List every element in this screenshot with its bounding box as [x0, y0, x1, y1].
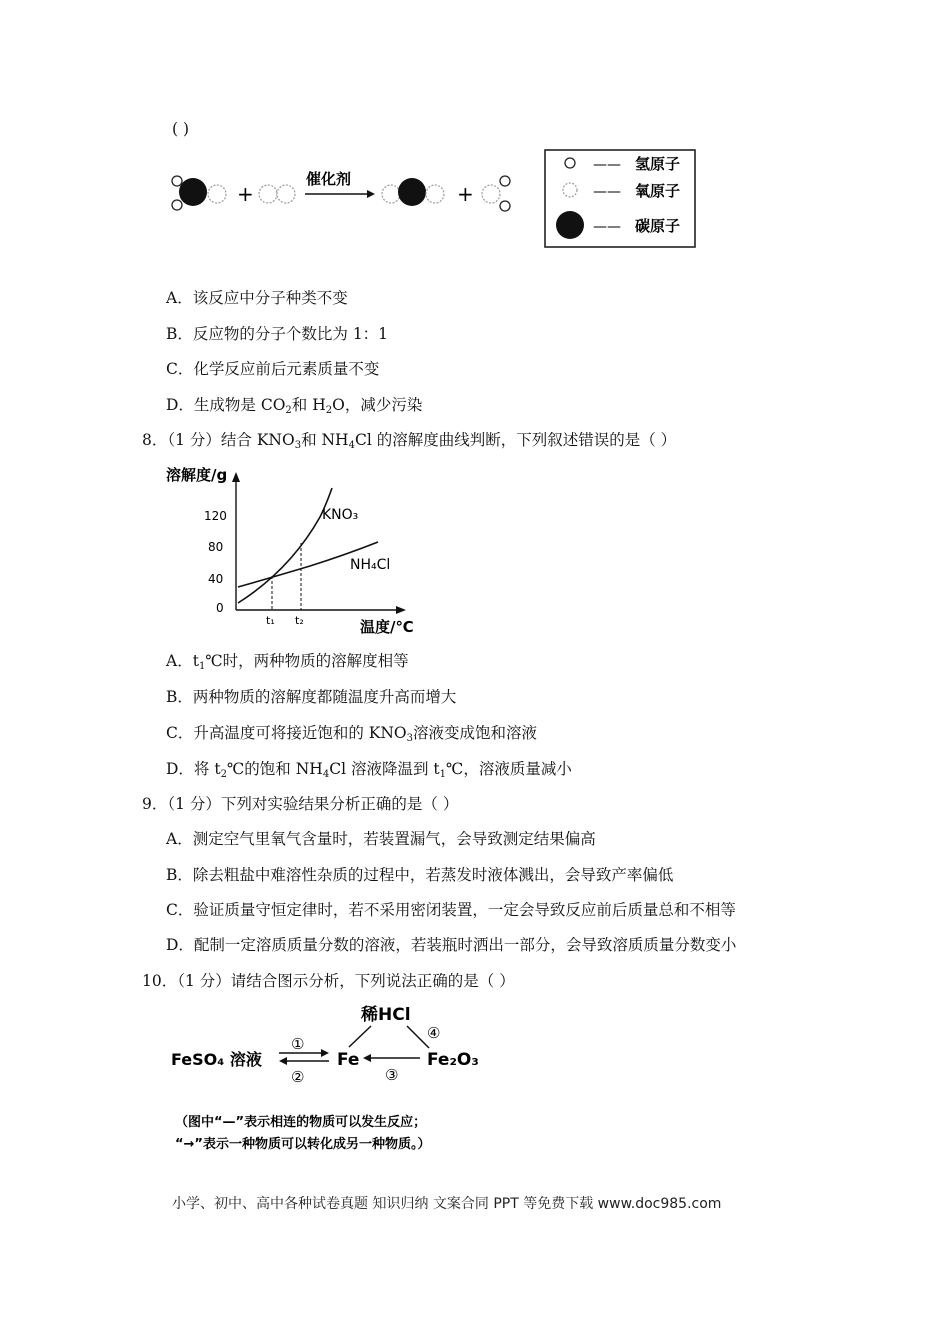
- oxygen-atom: [382, 185, 400, 203]
- x-tick-t1: t₁: [266, 614, 275, 627]
- legend-oxygen: 氧原子: [635, 182, 681, 200]
- kno3-curve: [238, 488, 332, 603]
- oxygen-atom: [208, 185, 226, 203]
- fe2o3-hcl-line: [407, 1026, 429, 1048]
- q8-option-d: D．将 $t_2℃$的饱和 $NH_4Cl$ 溶液降温到 $t_1℃$，溶液质量减小: [166, 760, 572, 780]
- oxygen-atom: [277, 185, 295, 203]
- oxygen-atom: [259, 185, 277, 203]
- iron-conversion-diagram: [165, 998, 495, 1162]
- q7-option-b: B．反应物的分子个数比为 1：1: [166, 325, 389, 343]
- q9-option-c: C．验证质量守恒定律时，若不采用密闭装置，一定会导致反应前后质量总和不相等: [166, 901, 736, 919]
- y-tick-40: 40: [208, 572, 224, 586]
- q9-option-a: A．测定空气里氧气含量时，若装置漏气，会导致测定结果偏高: [166, 830, 596, 848]
- plus-sign: +: [237, 182, 254, 206]
- node-fe2o3: Fe₂O₃: [427, 1050, 479, 1070]
- y-tick-120: 120: [204, 509, 227, 523]
- label-1: ①: [291, 1035, 305, 1053]
- q8-option-a: A．$t_1℃$时，两种物质的溶解度相等: [166, 652, 409, 672]
- node-feso4: FeSO₄ 溶液: [171, 1050, 262, 1069]
- series-label-kno3: KNO₃: [322, 507, 359, 523]
- svg-text:——: ——: [593, 157, 621, 173]
- q7-option-c: C．化学反应前后元素质量不变: [166, 360, 380, 378]
- solubility-chart: [160, 460, 430, 639]
- label-4: ④: [427, 1024, 441, 1042]
- legend-carbon: 碳原子: [635, 217, 681, 235]
- node-dilute-hcl: 稀HCl: [361, 1005, 411, 1025]
- label-2: ②: [291, 1068, 305, 1086]
- hydrogen-atom: [500, 176, 510, 186]
- hydrogen-atom: [172, 176, 182, 186]
- reaction-diagram: [165, 148, 705, 257]
- q8-option-b: B．两种物质的溶解度都随温度升高而增大: [166, 688, 457, 706]
- y-tick-0: 0: [216, 601, 224, 615]
- node-fe: Fe: [337, 1050, 360, 1070]
- hydrogen-atom: [172, 200, 182, 210]
- svg-text:——: ——: [593, 184, 621, 200]
- catalyst-label: 催化剂: [306, 170, 352, 188]
- page-footer: 小学、初中、高中各种试卷真题 知识归纳 文案合同 PPT 等免费下载 www.doc985.com: [172, 1196, 722, 1212]
- legend-hydrogen: 氢原子: [635, 155, 681, 173]
- svg-text:——: ——: [593, 219, 621, 235]
- diagram-note-1: （图中“—”表示相连的物质可以发生反应；: [175, 1115, 427, 1130]
- q8-option-c: C．升高温度可将接近饱和的 $KNO_3$溶液变成饱和溶液: [166, 724, 538, 744]
- prev-question-paren: ( ): [172, 120, 190, 138]
- q7-option-d: D．生成物是 $CO_2$和 $H_2O$，减少污染: [166, 396, 423, 416]
- label-3: ③: [385, 1066, 399, 1084]
- carbon-atom: [398, 178, 426, 206]
- plus-sign: +: [457, 182, 474, 206]
- chart-y-label: 溶解度/g: [166, 466, 228, 484]
- q9-option-b: B．除去粗盐中难溶性杂质的过程中，若蒸发时液体溅出，会导致产率偏低: [166, 866, 674, 884]
- series-label-nh4cl: NH₄Cl: [350, 557, 391, 573]
- chart-x-label: 温度/℃: [360, 618, 414, 635]
- hydrogen-atom: [500, 201, 510, 211]
- q10-stem: 10．（1 分）请结合图示分析，下列说法正确的是（ ）: [142, 972, 515, 990]
- q8-stem: 8．（1 分）结合 $KNO_3$和 $NH_4Cl$ 的溶解度曲线判断，下列叙述错误的是（ ）: [142, 431, 677, 451]
- q7-option-a: A．该反应中分子种类不变: [166, 289, 348, 307]
- oxygen-atom: [482, 185, 500, 203]
- diagram-note-2: “→”表示一种物质可以转化成另一种物质。）: [175, 1137, 431, 1152]
- q9-option-d: D．配制一定溶质质量分数的溶液，若装瓶时洒出一部分，会导致溶质质量分数变小: [166, 936, 737, 954]
- x-tick-t2: t₂: [295, 614, 304, 627]
- fe-hcl-line: [349, 1026, 371, 1047]
- y-tick-80: 80: [208, 540, 224, 554]
- oxygen-atom: [426, 185, 444, 203]
- q9-stem: 9．（1 分）下列对实验结果分析正确的是（ ）: [142, 795, 459, 813]
- carbon-atom: [179, 178, 207, 206]
